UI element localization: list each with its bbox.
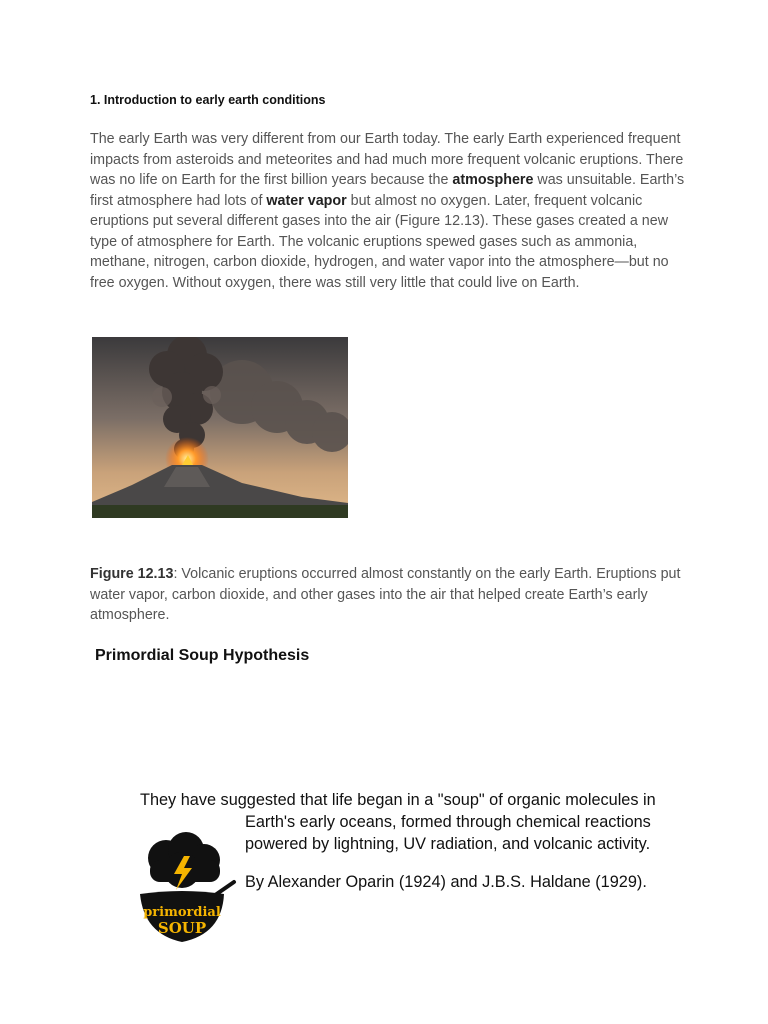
figure-caption-text: : Volcanic eruptions occurred almost constantly on the early Earth. Eruptions put water vapor, carbon dioxide, and other gases into the air that helped create Earth’s early atmosphere.	[90, 566, 681, 623]
intro-text-1: The early Earth was very different from our Earth today. The early Earth experienced frequent impacts from asteroids and meteorites and had much more frequent volcanic eruptions. There was no life on Earth for the first billion years because the	[90, 131, 684, 188]
logo-word-soup: SOUP	[157, 919, 207, 937]
hypothesis-quote-rest: Earth's early oceans, formed through chemical reactions powered by lightning, UV radiation, and volcanic activity.	[245, 813, 651, 853]
term-water-vapor: water vapor	[266, 192, 347, 209]
intro-text-3: but almost no oxygen. Later, frequent volcanic eruptions put several different gases into the air (Figure 12.13). These gases created a new type of atmosphere for Earth. The volcanic eruptions spewed gases such as ammonia, methane, nitrogen, carbon dioxide, hydrogen, and water vapor into the atmosphere—but no free oxygen. Without oxygen, there was still very little that could live on Earth.	[90, 192, 669, 291]
hypothesis-author: By Alexander Oparin (1924) and J.B.S. Haldane (1929).	[245, 873, 647, 891]
figure-caption	[90, 564, 690, 626]
section-heading-primordial-soup: Primordial Soup Hypothesis	[95, 647, 310, 664]
section-heading-intro: 1. Introduction to early earth conditions	[90, 93, 326, 107]
primordial-soup-logo	[136, 830, 240, 946]
volcano-eruption-image	[92, 337, 348, 518]
hypothesis-quote-line1: They have suggested that life began in a "soup" of organic molecules in	[140, 791, 656, 809]
intro-paragraph	[90, 129, 690, 293]
logo-word-primordial: primordial	[143, 905, 221, 920]
figure-label: Figure 12.13	[90, 566, 174, 582]
term-atmosphere: atmosphere	[452, 172, 534, 188]
intro-text-2: was unsuitable. Earth’s first atmosphere had lots of	[90, 172, 685, 209]
